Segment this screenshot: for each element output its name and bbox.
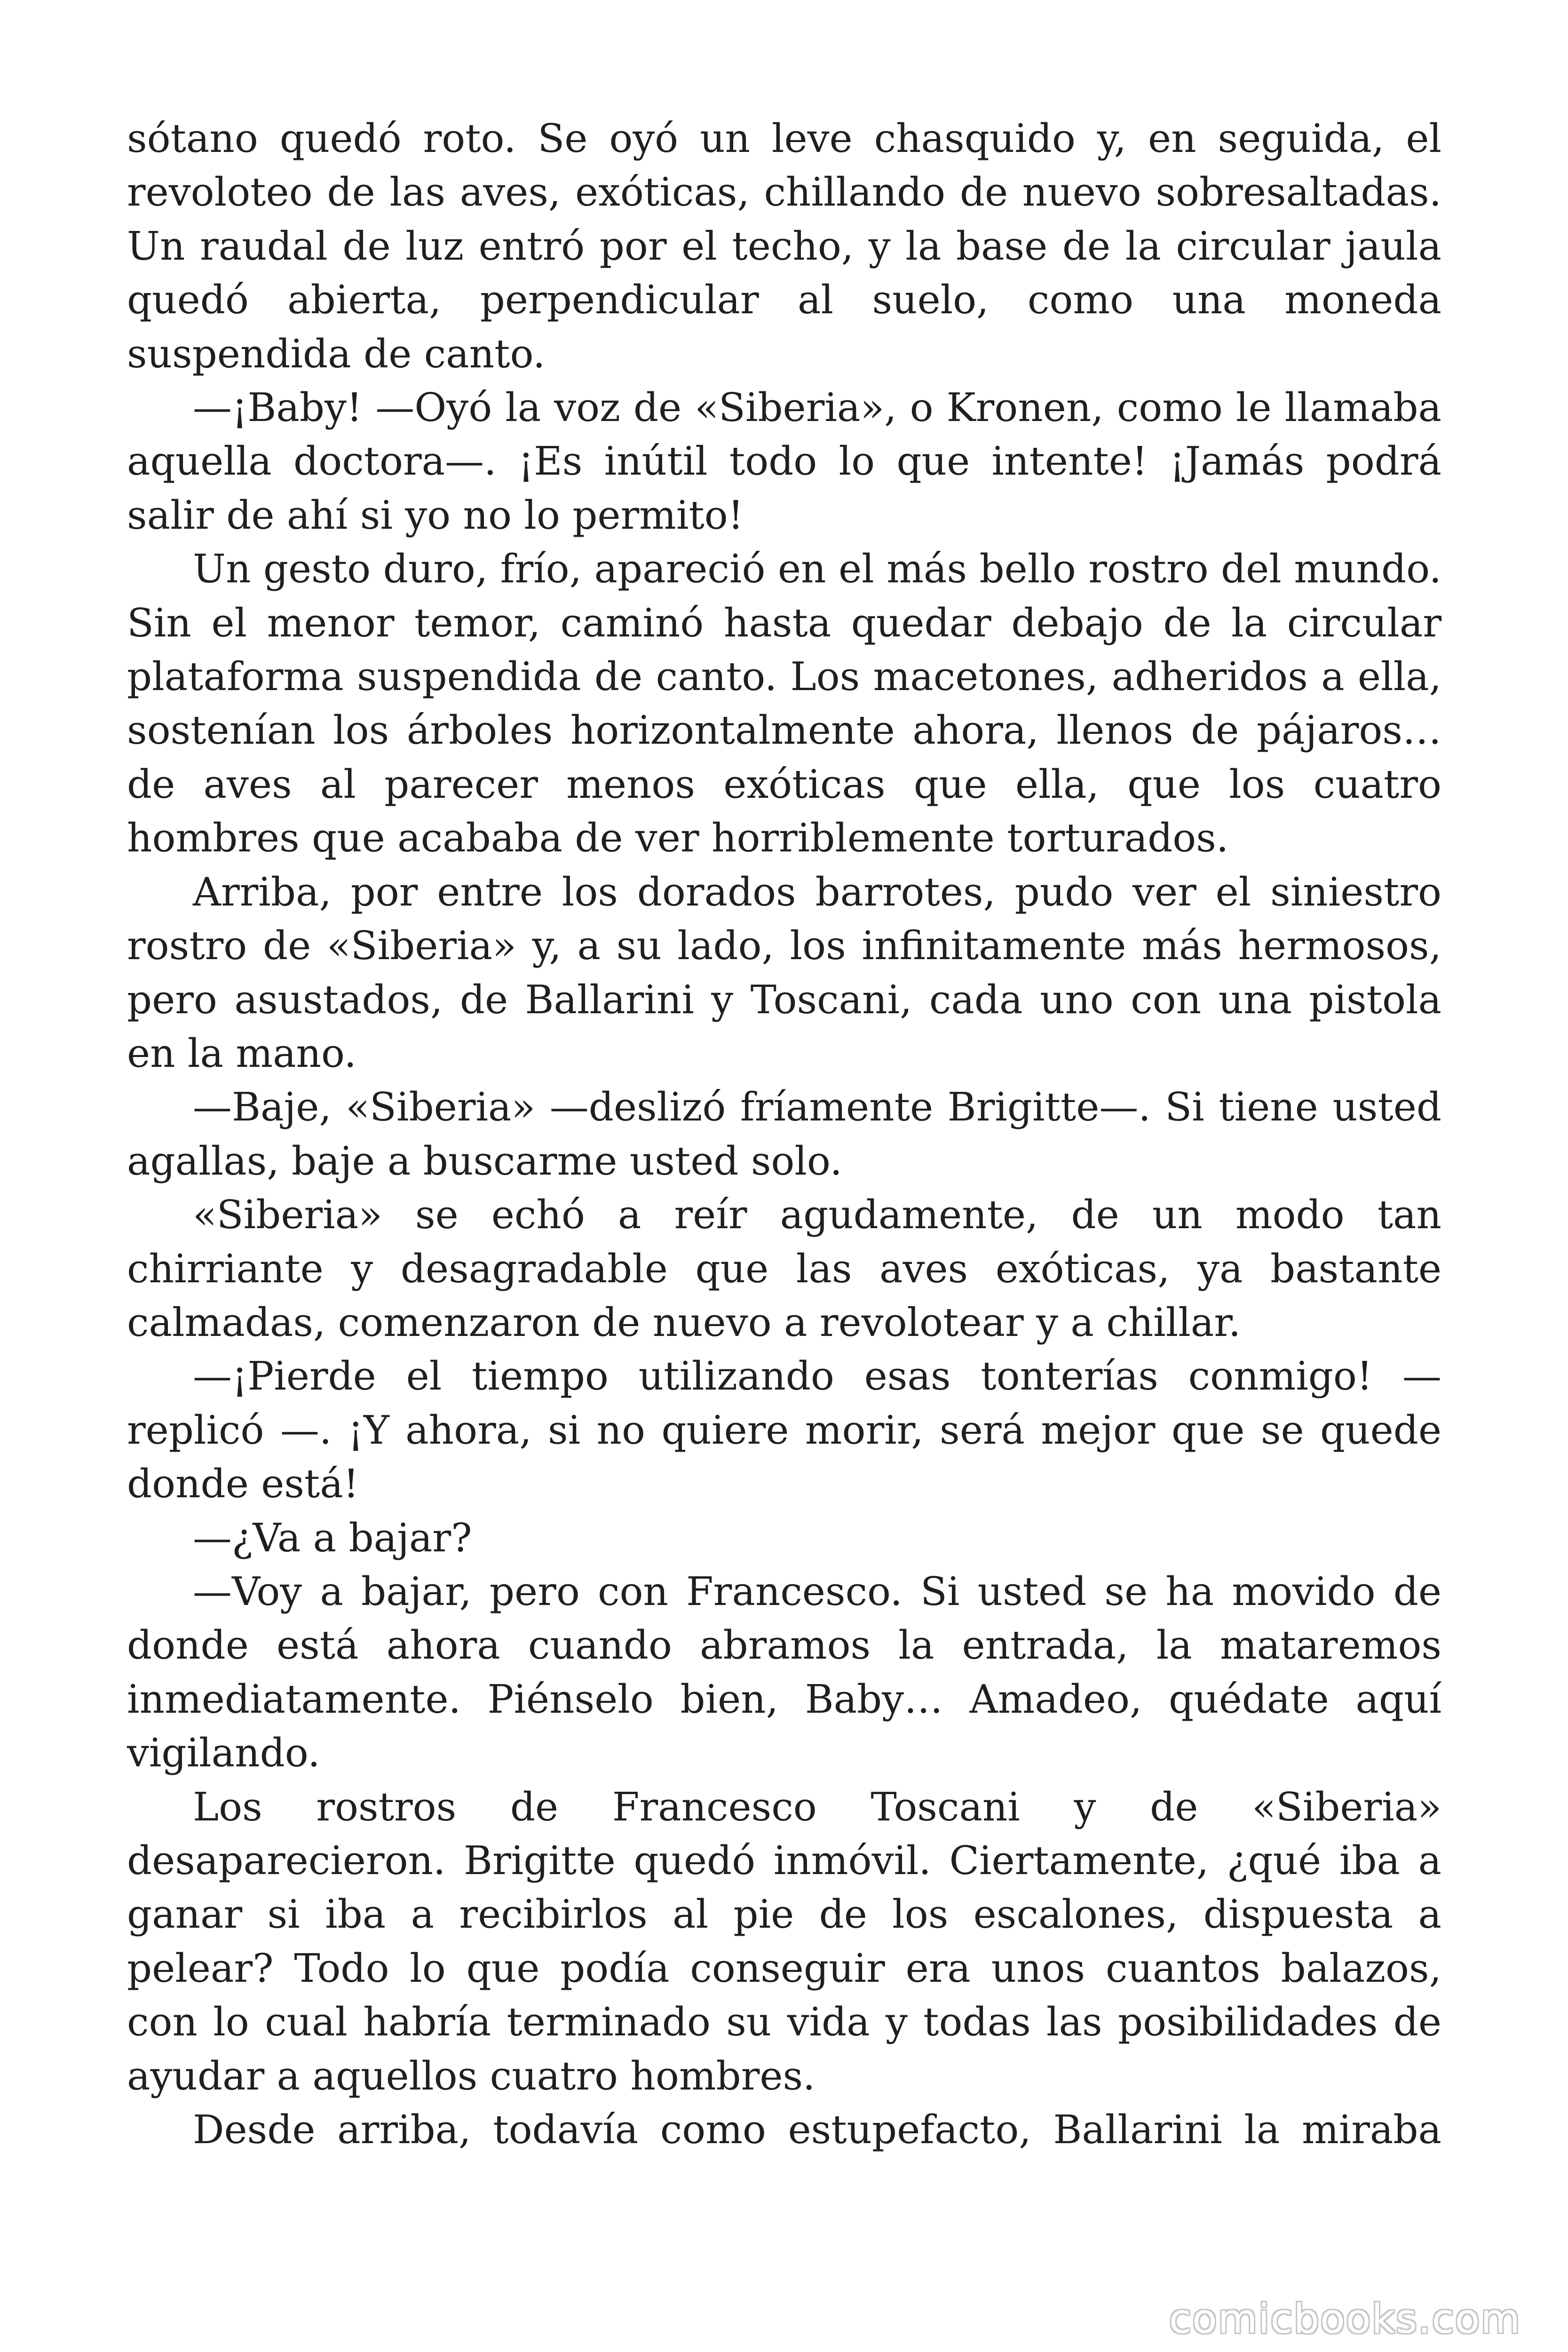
paragraph-7: —¡Pierde el tiempo utilizando esas tonterías conmigo! —replicó —. ¡Y ahora, si no quiere morir, será mejor que se quede donde está! [127,1353,1441,1507]
watermark-text: comicbooks.com [1169,2296,1521,2343]
paragraph-10: Los rostros de Francesco Toscani y de «Siberia» desaparecieron. Brigitte quedó inmóvil. Ciertamente, ¿qué iba a ganar si iba a recibirlos al pie de los escalones, dispuesta a pelear? Todo lo que podía conseguir era unos cuantos balazos, con lo cual habría terminado su vida y todas las posibilidades de ayudar a aquellos cuatro hombres. [127,1784,1441,2099]
paragraph-2: —¡Baby! —Oyó la voz de «Siberia», o Kronen, como le llamaba aquella doctora—. ¡Es inútil todo lo que intente! ¡Jamás podrá salir de ahí si yo no lo permito! [127,385,1441,538]
paragraph-5: —Baje, «Siberia» —deslizó fríamente Brigitte—. Si tiene usted agallas, baje a buscarme usted solo. [127,1084,1441,1184]
paragraph-8: —¿Va a bajar? [193,1515,472,1561]
paragraph-3: Un gesto duro, frío, apareció en el más bello rostro del mundo. Sin el menor temor, caminó hasta quedar debajo de la circular plataforma suspendida de canto. Los macetones, adheridos a ella, sostenían los árboles horizontalmente ahora, llenos de pájaros… de aves al parecer menos exóticas que ella, que los cuatro hombres que acababa de ver horriblemente torturados. [127,546,1441,861]
paragraph-4: Arriba, por entre los dorados barrotes, pudo ver el siniestro rostro de «Siberia» y, a su lado, los infinitamente más hermosos, pero asustados, de Ballarini y Toscani, cada uno con una pistola en la mano. [127,869,1441,1076]
paragraph-1: sótano quedó roto. Se oyó un leve chasquido y, en seguida, el revoloteo de las aves, exóticas, chillando de nuevo sobresaltadas. Un raudal de luz entró por el techo, y la base de la circular jaula quedó abierta, perpendicular al suelo, como una moneda suspendida de canto. [127,116,1441,377]
book-page-text [127,112,1441,2210]
paragraph-11: Desde arriba, todavía como estupefacto, Ballarini la miraba [193,2107,1441,2153]
paragraph-6: «Siberia» se echó a reír agudamente, de un modo tan chirriante y desagradable que las aves exóticas, ya bastante calmadas, comenzaron de nuevo a revolotear y a chillar. [127,1192,1441,1345]
paragraph-9: —Voy a bajar, pero con Francesco. Si usted se ha movido de donde está ahora cuando abramos la entrada, la mataremos inmediatamente. Piénselo bien, Baby… Amadeo, quédate aquí vigilando. [127,1568,1441,1776]
